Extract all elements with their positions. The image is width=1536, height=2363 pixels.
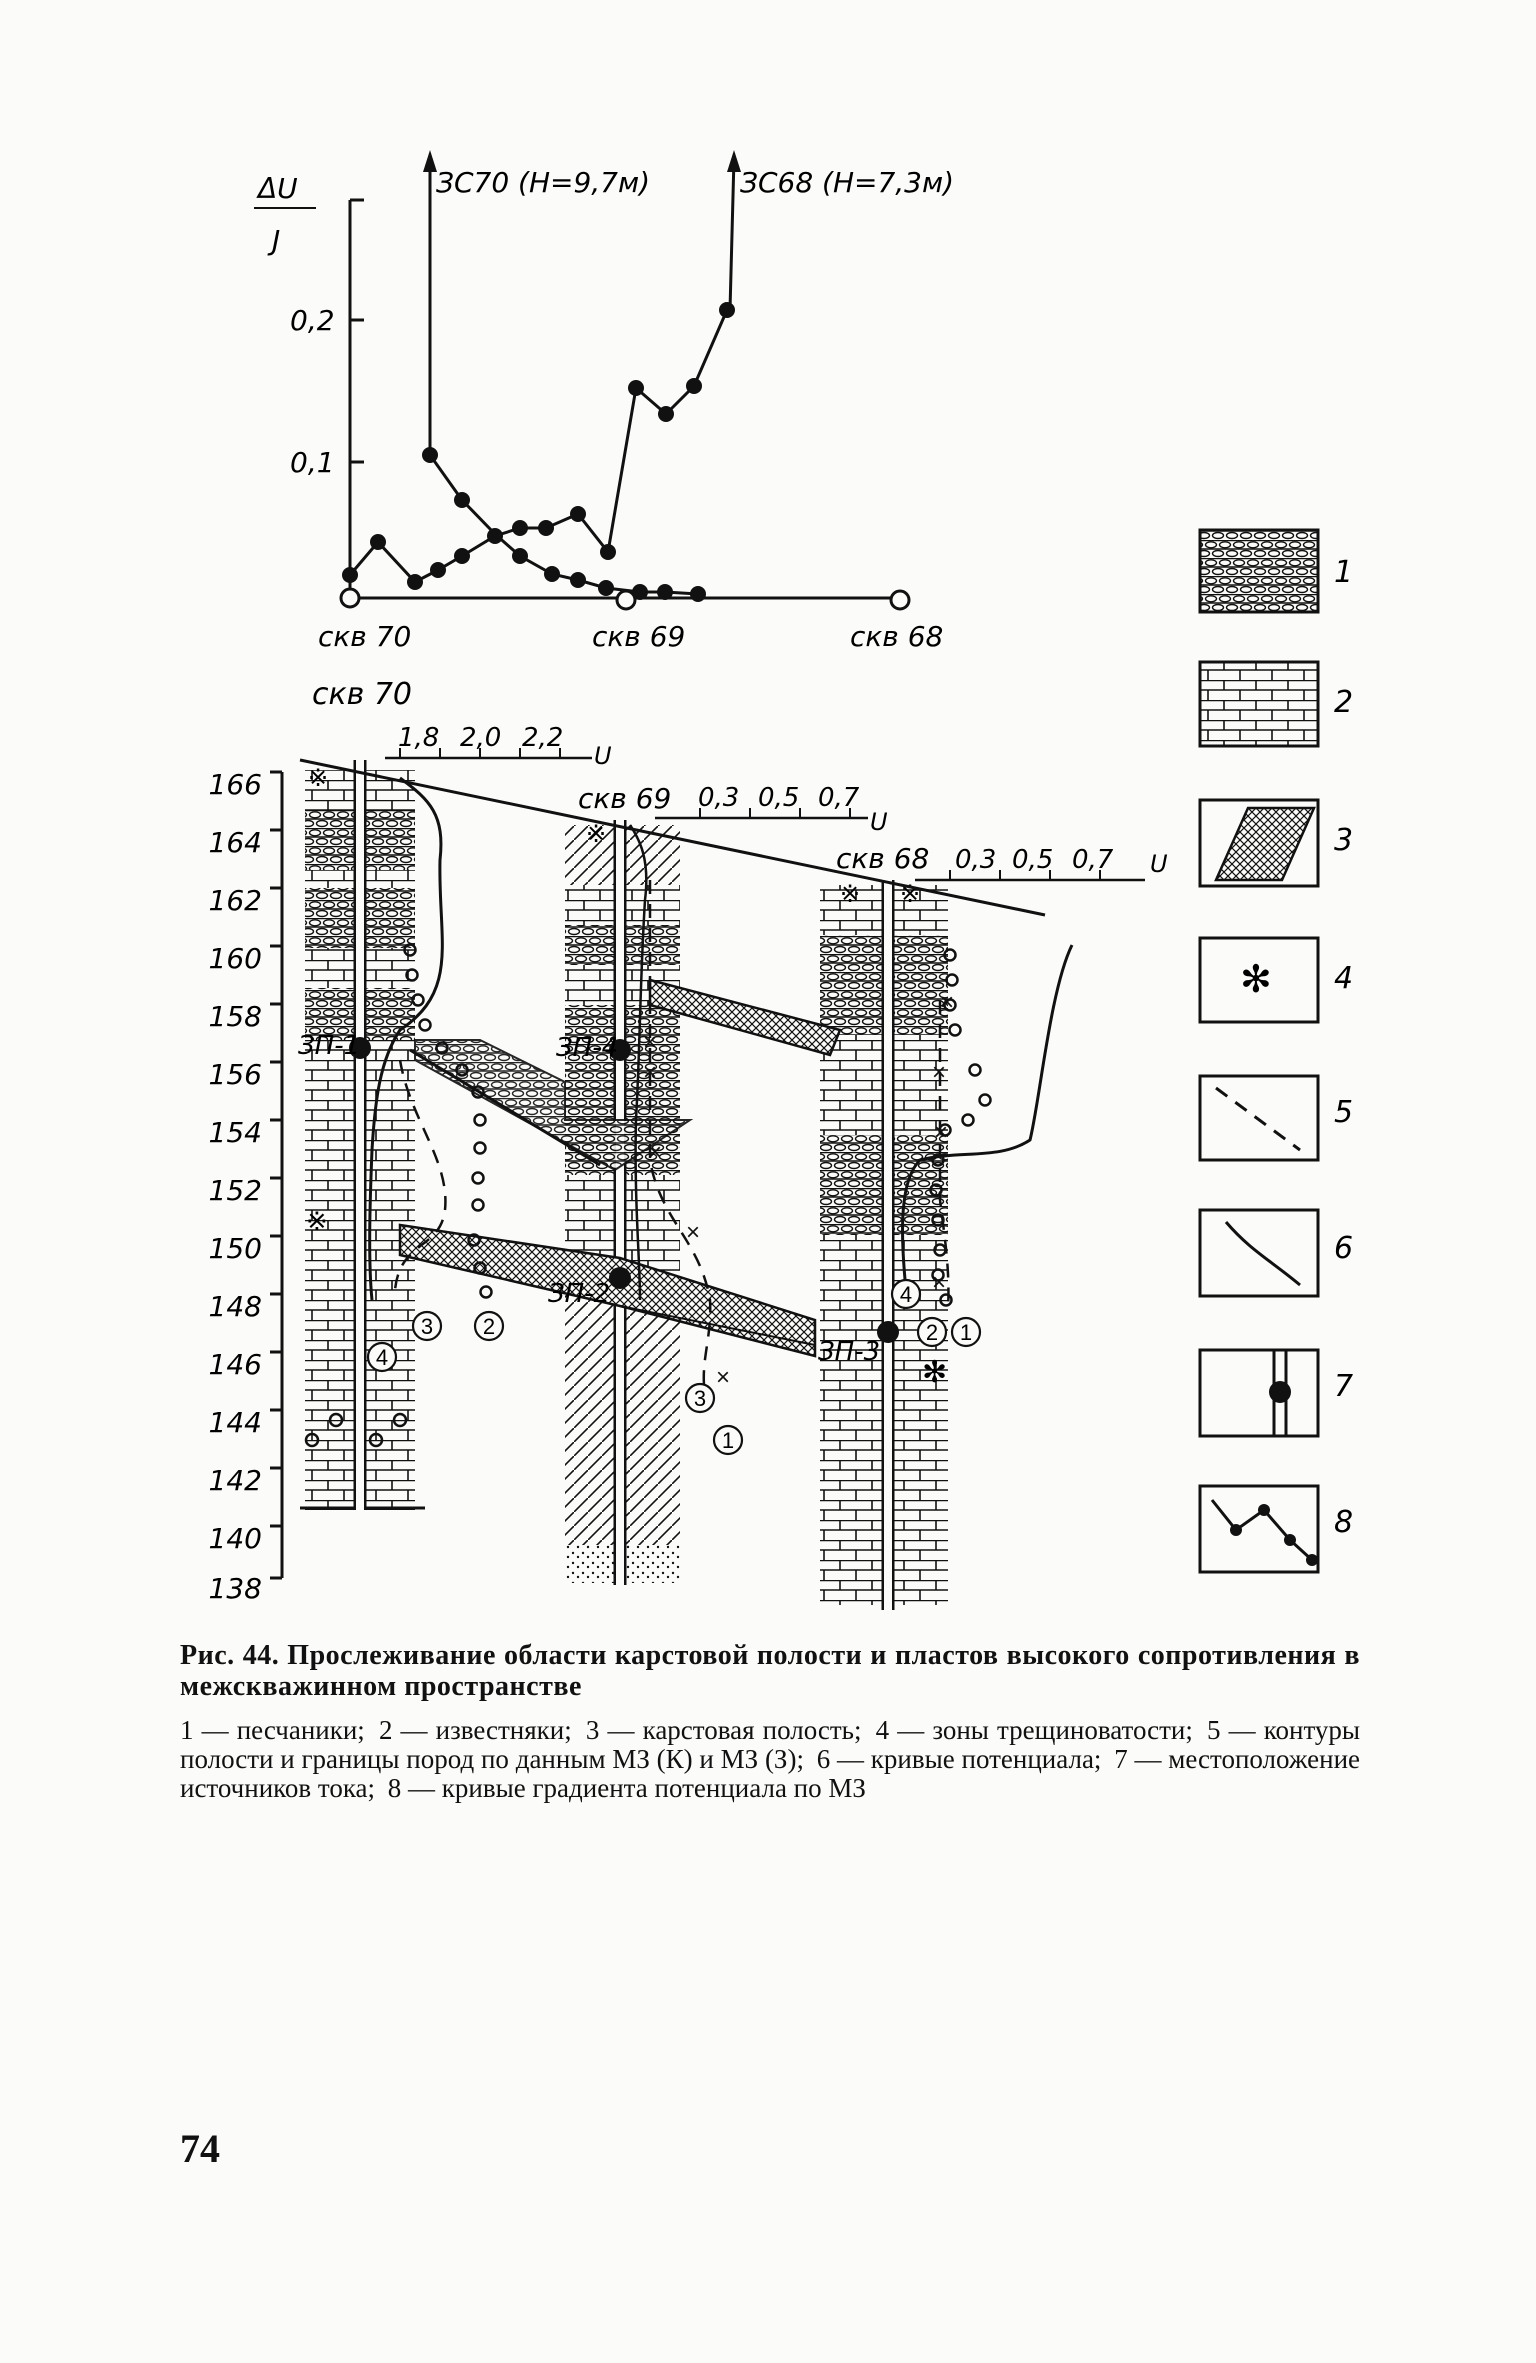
curve-zs70-points xyxy=(422,447,706,602)
depth-156: 156 xyxy=(208,1058,262,1091)
curve-label-zs70: ЗС70 (H=9,7м) xyxy=(436,166,651,199)
svg-text:1: 1 xyxy=(1334,555,1354,590)
svg-text:U: U xyxy=(594,742,612,770)
svg-text:3: 3 xyxy=(420,1314,434,1339)
svg-text:6: 6 xyxy=(1334,1231,1354,1266)
y-axis-bottom-label: J xyxy=(272,224,281,257)
well-label-69: скв 69 xyxy=(592,620,686,653)
y-axis-top-label: ΔU xyxy=(258,172,298,205)
svg-text:1,8: 1,8 xyxy=(398,723,440,753)
svg-text:×: × xyxy=(716,1364,731,1391)
svg-text:※: ※ xyxy=(308,765,329,792)
caption-item: 1 — песчаники; xyxy=(180,1715,365,1745)
well-70-marker xyxy=(341,589,359,607)
depth-140: 140 xyxy=(208,1522,262,1555)
caption-item: 4 — зоны трещиноватости; xyxy=(875,1715,1193,1745)
svg-text:※: ※ xyxy=(306,1206,328,1236)
curve-zs68-points xyxy=(342,302,735,590)
svg-text:0,3: 0,3 xyxy=(955,845,997,875)
svg-text:7: 7 xyxy=(1334,1369,1354,1404)
svg-text:✻: ✻ xyxy=(1240,959,1272,1001)
svg-text:2: 2 xyxy=(482,1314,496,1339)
caption-item: 5 — контуры полости и границы пород по данным МЗ (К) и МЗ (З); xyxy=(180,1715,1361,1774)
svg-text:U: U xyxy=(1150,850,1168,878)
y-tick-0-2: 0,2 xyxy=(290,304,335,337)
curve-label-zs68: ЗС68 (H=7,3м) xyxy=(740,166,955,199)
caption-item: 6 — кривые потенциала; xyxy=(816,1744,1102,1774)
svg-text:✻: ✻ xyxy=(922,1356,948,1389)
caption-item: 8 — кривые градиента потенциала по МЗ xyxy=(387,1773,866,1803)
curve-zs70 xyxy=(430,455,698,594)
well-label-70: скв 70 xyxy=(318,620,412,653)
geologic-section xyxy=(209,677,1168,1610)
svg-text:2: 2 xyxy=(1334,685,1354,720)
depth-160: 160 xyxy=(208,942,262,975)
depth-166: 166 xyxy=(208,768,262,801)
section-well-69-label: скв 69 xyxy=(578,782,672,815)
svg-text:0,3: 0,3 xyxy=(698,783,740,813)
svg-text:×: × xyxy=(686,1219,701,1246)
depth-146: 146 xyxy=(208,1348,262,1381)
svg-text:3: 3 xyxy=(693,1386,707,1411)
depth-150: 150 xyxy=(208,1232,262,1265)
svg-text:1: 1 xyxy=(959,1320,973,1345)
scale-70 xyxy=(385,723,612,770)
depth-164: 164 xyxy=(208,826,262,859)
section-well-68-label: скв 68 xyxy=(836,842,930,875)
svg-text:2,2: 2,2 xyxy=(522,723,564,753)
caption-item: 2 — известняки; xyxy=(378,1715,572,1745)
svg-text:×: × xyxy=(643,1029,658,1056)
gradient-graph xyxy=(254,150,954,653)
caption-legend xyxy=(180,1716,1360,1803)
section-well-70-label: скв 70 xyxy=(312,677,413,712)
depth-148: 148 xyxy=(208,1290,262,1323)
scale-68 xyxy=(915,845,1168,880)
svg-text:※: ※ xyxy=(840,881,861,908)
svg-text:×: × xyxy=(932,1269,947,1296)
svg-text:4: 4 xyxy=(899,1282,913,1307)
svg-text:0,7: 0,7 xyxy=(1072,845,1114,875)
depth-152: 152 xyxy=(208,1174,262,1207)
svg-text:※: ※ xyxy=(900,881,921,908)
svg-text:1: 1 xyxy=(721,1428,735,1453)
svg-text:0,5: 0,5 xyxy=(1012,845,1054,875)
svg-text:×: × xyxy=(934,1119,949,1146)
y-tick-0-1: 0,1 xyxy=(290,446,335,479)
caption-item: 3 — карстовая полость; xyxy=(585,1715,862,1745)
caption-item: 7 — местоположение источников тока; xyxy=(180,1744,1361,1803)
depth-144: 144 xyxy=(208,1406,262,1439)
caption-title: Рис. 44. Прослеживание области карстовой полости и пластов высокого сопротивления в межскважинном пространстве xyxy=(180,1640,1360,1702)
source-zp1: ЗП-1 xyxy=(298,1031,361,1061)
depth-138: 138 xyxy=(208,1572,262,1605)
svg-text:0,5: 0,5 xyxy=(758,783,800,813)
svg-text:×: × xyxy=(643,1059,658,1086)
page-number: 74 xyxy=(180,2126,220,2171)
svg-text:2: 2 xyxy=(925,1320,939,1345)
svg-text:5: 5 xyxy=(1334,1095,1354,1130)
depth-158: 158 xyxy=(208,1000,262,1033)
depth-142: 142 xyxy=(208,1464,262,1497)
svg-text:U: U xyxy=(870,808,888,836)
well-68-marker xyxy=(891,591,909,609)
legend xyxy=(1200,530,1353,1572)
svg-text:3: 3 xyxy=(1334,823,1354,858)
svg-text:×: × xyxy=(940,989,955,1016)
scale-69 xyxy=(655,783,888,836)
svg-text:2,0: 2,0 xyxy=(460,723,502,753)
well-label-68: скв 68 xyxy=(850,620,944,653)
svg-text:4: 4 xyxy=(375,1345,389,1370)
source-zp4: ЗП-4 xyxy=(556,1033,619,1063)
curve-zs68 xyxy=(350,310,727,582)
svg-text:※: ※ xyxy=(586,821,607,848)
svg-text:×: × xyxy=(932,1059,947,1086)
source-zp3: ЗП-3 xyxy=(818,1337,881,1367)
depth-154: 154 xyxy=(208,1116,262,1149)
figure-caption xyxy=(180,1640,1360,1803)
svg-text:0,7: 0,7 xyxy=(818,783,860,813)
svg-text:8: 8 xyxy=(1334,1505,1354,1540)
svg-text:4: 4 xyxy=(1334,961,1354,996)
svg-text:×: × xyxy=(648,1139,663,1166)
depth-162: 162 xyxy=(208,884,262,917)
source-zp2: ЗП-2 xyxy=(548,1279,611,1309)
